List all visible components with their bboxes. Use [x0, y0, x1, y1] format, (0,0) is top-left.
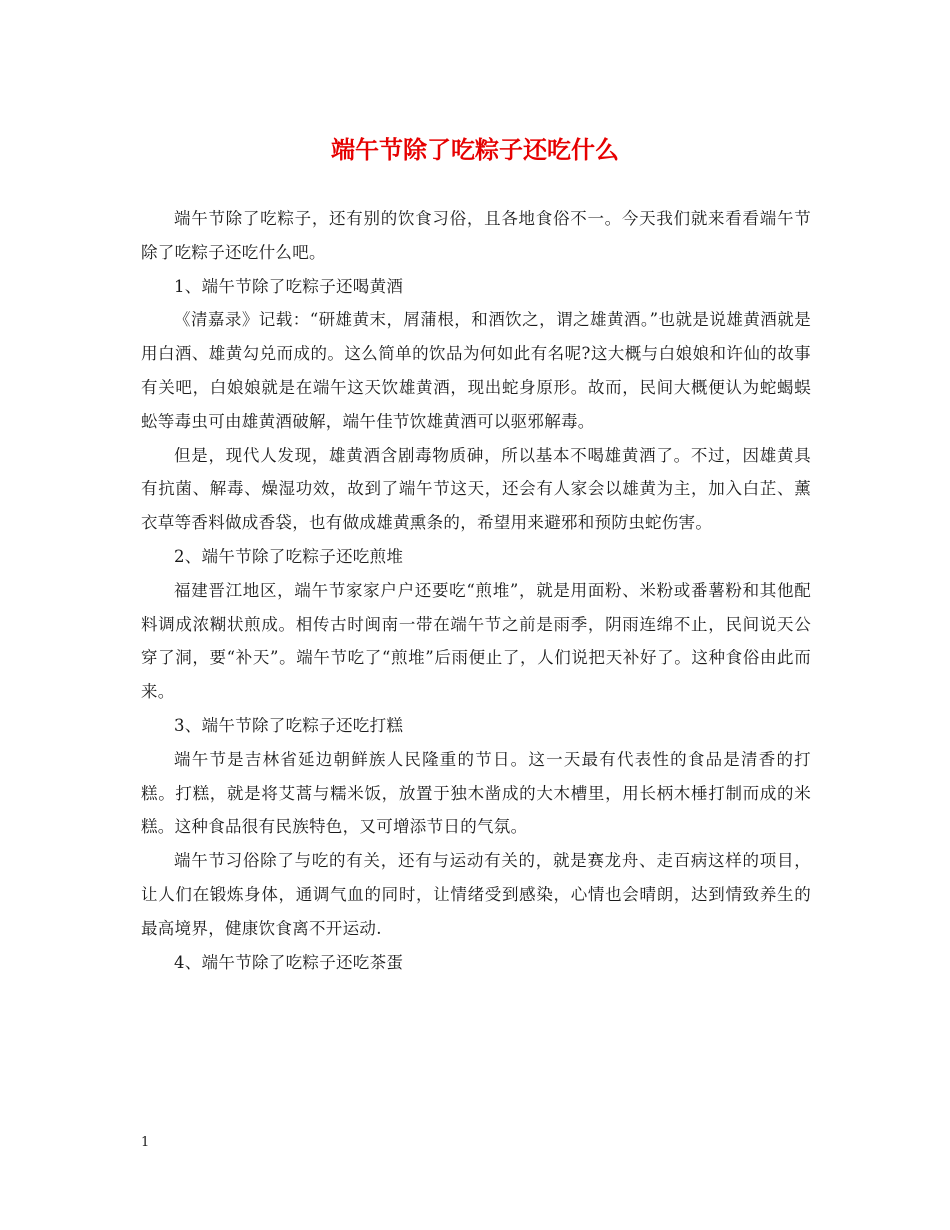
intro-paragraph: 端午节除了吃粽子，还有别的饮食习俗，且各地食俗不一。今天我们就来看看端午节除了吃粽子还吃什么吧。	[141, 209, 811, 262]
body-paragraph: 《清嘉录》记载：“研雄黄末，屑蒲根，和酒饮之，谓之雄黄酒。”也就是说雄黄酒就是用白酒、雄黄勾兑而成的。这么简单的饮品为何如此有名呢?这大概与白娘娘和许仙的故事有关吧，白娘娘就是在端午这天饮雄黄酒，现出蛇身原形。故而，民间大概便认为蛇蝎蜈蚣等毒虫可由雄黄酒破解，端午佳节饮雄黄酒可以驱邪解毒。	[141, 310, 811, 431]
document-body	[141, 202, 811, 979]
section-heading-3: 3、端午节除了吃粽子还吃打糕	[174, 715, 404, 735]
body-paragraph: 但是，现代人发现，雄黄酒含剧毒物质砷，所以基本不喝雄黄酒了。不过，因雄黄具有抗菌、解毒、燥湿功效，故到了端午节这天，还会有人家会以雄黄为主，加入白芷、薰衣草等香料做成香袋，也有做成雄黄熏条的，希望用来避邪和预防虫蛇伤害。	[141, 445, 811, 533]
page-number: 1	[141, 1135, 150, 1150]
section-heading-4: 4、端午节除了吃粽子还吃茶蛋	[174, 952, 404, 972]
section-heading-1: 1、端午节除了吃粽子还喝黄酒	[174, 276, 404, 296]
body-paragraph: 端午节习俗除了与吃的有关，还有与运动有关的，就是赛龙舟、走百病这样的项目，让人们在锻炼身体，通调气血的同时，让情绪受到感染，心情也会晴朗，达到情致养生的最高境界，健康饮食离不开运动.	[141, 851, 811, 938]
document-title: 端午节除了吃粽子还吃什么	[331, 135, 619, 164]
section-heading-2: 2、端午节除了吃粽子还吃煎堆	[174, 546, 404, 566]
body-paragraph: 福建晋江地区，端午节家家户户还要吃“煎堆”，就是用面粉、米粉或番薯粉和其他配料调成浓糊状煎成。相传古时闽南一带在端午节之前是雨季，阴雨连绵不止，民间说天公穿了洞，要“补天”。端午节吃了“煎堆”后雨便止了，人们说把天补好了。这种食俗由此而来。	[141, 580, 811, 702]
body-paragraph: 端午节是吉林省延边朝鲜族人民隆重的节日。这一天最有代表性的食品是清香的打糕。打糕，就是将艾蒿与糯米饭，放置于独木凿成的大木槽里，用长柄木棰打制而成的米糕。这种食品很有民族特色，又可增添节日的气氛。	[141, 749, 811, 837]
